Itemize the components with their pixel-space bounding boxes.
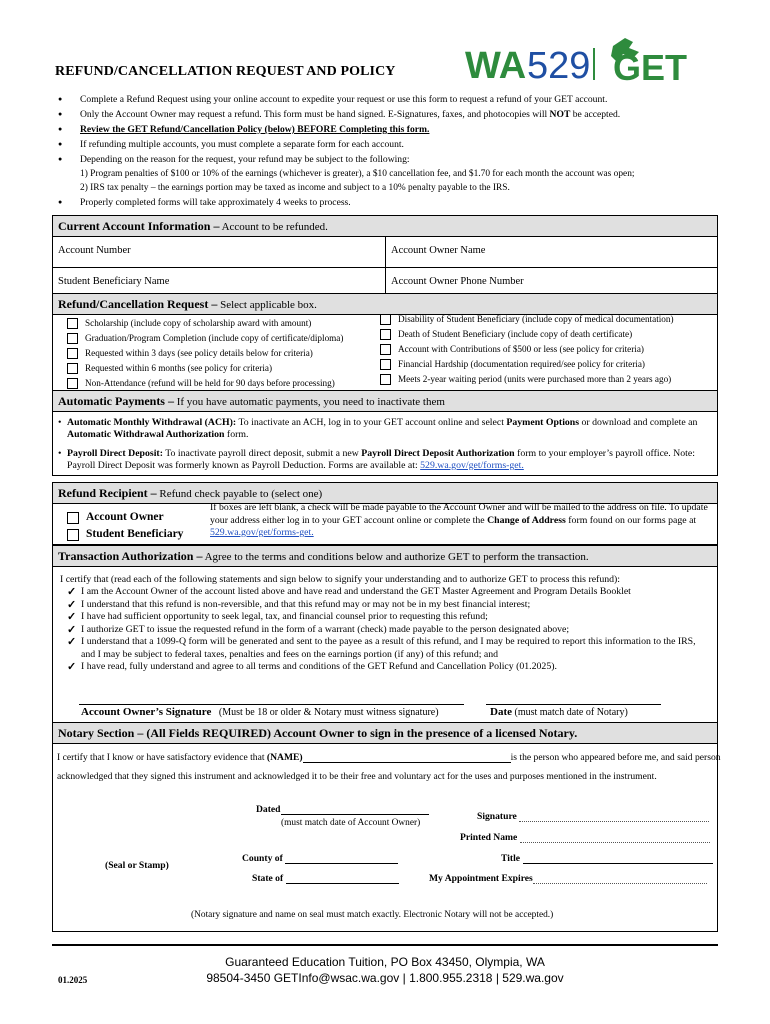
notary-head-bold: Notary Section – <box>58 726 144 740</box>
auto-head-rest: If you have automatic payments, you need to inactivate them <box>173 396 445 408</box>
logo-divider <box>593 48 595 80</box>
footer-address <box>150 954 620 986</box>
reason-label: Requested within 6 months (see policy for criteria) <box>85 363 273 373</box>
check-icon: ✓ <box>67 623 77 636</box>
county-label: County of <box>242 853 283 864</box>
logo-wa: WA <box>465 45 527 84</box>
auth-head-bold: Transaction Authorization – <box>58 549 203 563</box>
current-row-1 <box>53 237 717 268</box>
intro-bullet-3: ● Review the GET Refund/Cancellation Policy (below) BEFORE Completing this form. <box>55 122 725 137</box>
account-owner-phone-field[interactable]: Account Owner Phone Number <box>385 268 717 298</box>
dated-row <box>256 804 429 815</box>
checkbox[interactable] <box>380 344 391 355</box>
logo-get: GET <box>613 47 688 84</box>
cert-item-4 <box>67 624 709 637</box>
checkbox[interactable] <box>67 363 78 374</box>
checkbox[interactable] <box>67 378 78 389</box>
reason-2-year-waiting[interactable] <box>380 372 674 387</box>
ach-item <box>57 417 709 441</box>
checkbox[interactable] <box>67 512 79 524</box>
reason-label: Requested within 3 days (see policy details below for criteria) <box>85 348 313 358</box>
notary-title-row <box>501 853 713 864</box>
automatic-payments-section <box>52 390 718 476</box>
cert-text: I have had sufficient opportunity to seek legal, tax, and financial counsel prior to requesting this refund; <box>81 611 488 622</box>
owner-date-label <box>490 706 628 718</box>
wa529-get-logo <box>463 36 721 84</box>
payroll-item <box>57 448 709 472</box>
checkbox[interactable] <box>380 314 391 325</box>
recipient-head-rest: Refund check payable to (select one) <box>156 488 323 500</box>
reason-death[interactable] <box>380 327 674 342</box>
payroll-bold: Payroll Direct Deposit Authorization <box>361 448 515 459</box>
account-owner-name-field[interactable]: Account Owner Name <box>385 237 717 267</box>
footer-line-2: 98504-3450 GETInfo@wsac.wa.gov | 1.800.955.2318 | 529.wa.gov <box>206 971 564 985</box>
cert-item-3 <box>67 611 709 624</box>
certification-list <box>60 586 709 674</box>
authorization-body <box>53 567 717 674</box>
checkbox[interactable] <box>380 359 391 370</box>
auto-head-bold: Automatic Payments – <box>58 394 174 408</box>
appointment-expires-field[interactable] <box>533 883 707 884</box>
intro-bullet-4: ● If refunding multiple accounts, you must complete a separate form for each account. <box>55 137 725 152</box>
dated-note: (must match date of Account Owner) <box>281 818 421 828</box>
state-field[interactable] <box>286 883 399 884</box>
sig-label: Account Owner’s Signature <box>81 706 212 718</box>
reason-disability[interactable] <box>380 312 674 327</box>
checkbox[interactable] <box>67 529 79 541</box>
footer-rule <box>52 944 718 946</box>
ach-label: Automatic Monthly Withdrawal (ACH): <box>67 417 237 428</box>
checkbox[interactable] <box>67 318 78 329</box>
owner-signature-line[interactable] <box>79 704 464 705</box>
notary-signature-field[interactable] <box>519 821 709 822</box>
notary-cert-line-1 <box>57 752 721 763</box>
notary-name-tag: (NAME) <box>266 752 303 763</box>
date-label: Date <box>490 706 512 718</box>
check-icon: ✓ <box>67 636 77 648</box>
cert-item-2 <box>67 599 709 612</box>
reason-label: Death of Student Beneficiary (include copy of death certificate) <box>398 329 633 339</box>
state-label: State of <box>252 873 284 884</box>
refund-request-section <box>52 293 718 391</box>
intro-b2-not: NOT <box>549 109 571 120</box>
notary-title-field[interactable] <box>523 863 713 864</box>
intro-bullet-6: ● Properly completed forms will take approximately 4 weeks to process. <box>55 195 725 210</box>
check-icon: ✓ <box>67 661 77 673</box>
automatic-payments-header <box>53 391 717 412</box>
checkbox[interactable] <box>67 333 78 344</box>
cert-text: I authorize GET to issue the requested refund in the form of a warrant (check) made payable to the person designated above; <box>81 623 570 635</box>
refund-head-bold: Refund/Cancellation Request – <box>58 297 218 311</box>
reason-label: Scholarship (include copy of scholarship award with amount) <box>85 318 312 328</box>
current-head-rest: Account to be refunded. <box>219 221 328 233</box>
notary-text-1: I certify that I know or have satisfactory evidence that <box>57 752 267 763</box>
checkbox[interactable] <box>380 329 391 340</box>
check-icon: ✓ <box>67 598 77 611</box>
payroll-text-2: form to your employer’s payroll office. Note: Payroll Direct Deposit was formerly known as Payroll Deduction. Forms are available at: <box>67 448 695 471</box>
cert-text: I understand that a 1099-Q form will be generated and sent to the payee as a result of this refund, and I may be required to report this information to the IRS, and I may be subject to federal taxes, penalties and fees on the earnings portion (if any) of this refund; and <box>81 636 696 660</box>
reason-financial-hardship[interactable] <box>380 357 674 372</box>
reason-within-3-days[interactable] <box>67 346 343 361</box>
refund-head-rest: Select applicable box. <box>217 299 317 311</box>
appointment-expires-row <box>429 873 707 884</box>
recipient-note-bold: Change of Address <box>487 514 566 526</box>
cert-item-6 <box>67 661 709 674</box>
cert-text: I have read, fully understand and agree to all terms and conditions of the GET Refund and Cancellation Policy (01.2025). <box>81 661 557 672</box>
checkbox[interactable] <box>380 374 391 385</box>
payroll-label: Payroll Direct Deposit: <box>67 448 163 459</box>
automatic-payments-body <box>53 412 717 472</box>
recipient-option-label: Account Owner <box>86 511 164 523</box>
reason-label: Meets 2-year waiting period (units were purchased more than 2 years ago) <box>398 374 672 384</box>
logo-529: 529 <box>527 45 591 84</box>
notary-text-2: is the person who appeared before me, and said person <box>510 752 721 763</box>
owner-date-line[interactable] <box>486 704 661 705</box>
current-account-section <box>52 215 718 294</box>
reason-label: Disability of Student Beneficiary (include copy of medical documentation) <box>398 314 674 324</box>
check-icon: ✓ <box>67 586 77 598</box>
intro-bullets <box>55 92 725 210</box>
intro-b2-end: be accepted. <box>570 109 621 120</box>
transaction-authorization-section <box>52 545 718 723</box>
reason-label: Non-Attendance (refund will be held for 90 days before processing) <box>85 378 335 388</box>
notary-title-label: Title <box>501 853 521 864</box>
appointment-expires-label: My Appointment Expires <box>429 873 533 884</box>
authorization-lead: I certify that (read each of the following statements and sign below to signify your understanding and to authorize GET to process this refund): <box>60 574 620 585</box>
recipient-note-2: form found on our forms page at <box>565 514 697 526</box>
form-version: 01.2025 <box>58 975 88 985</box>
cert-item-1 <box>67 586 709 599</box>
notary-footnote: (Notary signature and name on seal must match exactly. Electronic Notary will not be accepted.) <box>191 910 554 920</box>
recipient-options <box>67 509 183 543</box>
notary-section <box>52 722 721 932</box>
owner-signature-label <box>81 706 439 718</box>
recipient-account-owner[interactable] <box>67 509 183 526</box>
reason-label: Financial Hardship (documentation required/see policy for criteria) <box>398 359 645 369</box>
reason-within-6-months[interactable] <box>67 361 343 376</box>
forms-link[interactable]: 529.wa.gov/get/forms-get. <box>210 527 314 538</box>
refund-recipient-section <box>52 482 718 545</box>
sig-note: (Must be 18 or older & Notary must witness signature) <box>218 707 439 718</box>
auth-head-rest: Agree to the terms and conditions below and authorize GET to perform the transaction. <box>202 551 589 563</box>
forms-link[interactable]: 529.wa.gov/get/forms-get. <box>420 460 524 471</box>
ach-text-2: or download and complete an <box>579 417 698 428</box>
dated-field[interactable] <box>281 814 429 815</box>
reason-graduation[interactable] <box>67 331 343 346</box>
reason-scholarship[interactable] <box>67 316 343 331</box>
ach-text-3: form. <box>224 429 249 440</box>
payroll-text-1: To inactivate payroll direct deposit, submit a new <box>162 448 362 459</box>
county-row <box>242 853 398 864</box>
current-account-header <box>53 216 717 237</box>
reason-non-attendance[interactable] <box>67 376 343 391</box>
document-title: REFUND/CANCELLATION REQUEST AND POLICY <box>55 64 396 79</box>
check-icon: ✓ <box>67 611 77 623</box>
reason-label: Account with Contributions of $500 or less (see policy for criteria) <box>398 344 644 354</box>
student-beneficiary-name-field[interactable]: Student Beneficiary Name <box>58 276 170 287</box>
county-field[interactable] <box>285 863 398 864</box>
printed-name-field[interactable] <box>520 842 710 843</box>
reason-low-contributions[interactable] <box>380 342 674 357</box>
date-note: (must match date of Notary) <box>514 707 628 718</box>
intro-sub-1: 1) Program penalties of $100 or 10% of the earnings (whichever is greater), a $10 cancellation fee, and $1.70 for each month the account was open; <box>80 169 635 179</box>
refund-reasons-right <box>380 312 674 387</box>
notary-header <box>53 723 717 744</box>
refund-reasons-left <box>67 316 343 391</box>
notary-text-3: acknowledged that they signed this instrument and acknowledged it to be their free and voluntary act for the uses and purposes mentioned in the instrument. <box>57 771 657 782</box>
recipient-student-beneficiary[interactable] <box>67 526 183 543</box>
ach-bold-2: Automatic Withdrawal Authorization <box>67 429 225 440</box>
state-row <box>252 873 399 884</box>
notary-head-rest: (All Fields REQUIRED) Account Owner to sign in the presence of a licensed Notary. <box>143 726 578 740</box>
dated-label: Dated <box>256 804 281 815</box>
seal-or-stamp: (Seal or Stamp) <box>105 860 169 871</box>
printed-name-label: Printed Name <box>460 832 518 843</box>
notary-name-field[interactable] <box>303 762 511 763</box>
cert-text: I am the Account Owner of the account listed above and have read and understand the GET Master Agreement and Program Details Booklet <box>81 586 631 597</box>
refund-recipient-header <box>53 483 717 504</box>
reason-label: Graduation/Program Completion (include copy of certificate/diploma) <box>85 333 344 343</box>
recipient-head-bold: Refund Recipient – <box>58 486 157 500</box>
intro-sub-2: 2) IRS tax penalty – the earnings portion may be taxed as income and subject to a 10% penalty payable to the IRS. <box>80 183 510 193</box>
authorization-header <box>53 546 717 567</box>
intro-b2-text: Only the Account Owner may request a refund. This form must be hand signed. E-Signatures, faxes, and photocopies will <box>80 109 550 120</box>
cert-item-5 <box>67 636 709 661</box>
notary-signature-label: Signature <box>477 811 517 822</box>
cert-text: I understand that this refund is non-reversible, and that this refund may or may not be in my best financial interest; <box>81 598 531 610</box>
ach-bold-1: Payment Options <box>506 417 580 428</box>
notary-signature-row <box>477 811 709 822</box>
recipient-note-1: If boxes are left blank, a check will be made payable to the Account Owner and will be mailed to the address on file. To update your address either log in to your GET account online or complete the <box>210 502 708 526</box>
account-number-field[interactable]: Account Number <box>58 245 131 256</box>
footer-line-1: Guaranteed Education Tuition, PO Box 43450, Olympia, WA <box>225 955 545 969</box>
intro-bullet-2 <box>55 107 725 122</box>
ach-text-1: To inactivate an ACH, log in to your GET account online and select <box>236 417 507 428</box>
printed-name-row <box>460 832 710 843</box>
intro-bullet-1: ● Complete a Refund Request using your online account to expedite your request or use this form to request a refund of your GET account. <box>55 92 725 107</box>
current-head-bold: Current Account Information – <box>58 219 220 233</box>
recipient-note <box>210 502 715 540</box>
recipient-option-label: Student Beneficiary <box>86 528 184 540</box>
checkbox[interactable] <box>67 348 78 359</box>
intro-bullet-5: ● Depending on the reason for the request, your refund may be subject to the following: <box>55 152 725 167</box>
